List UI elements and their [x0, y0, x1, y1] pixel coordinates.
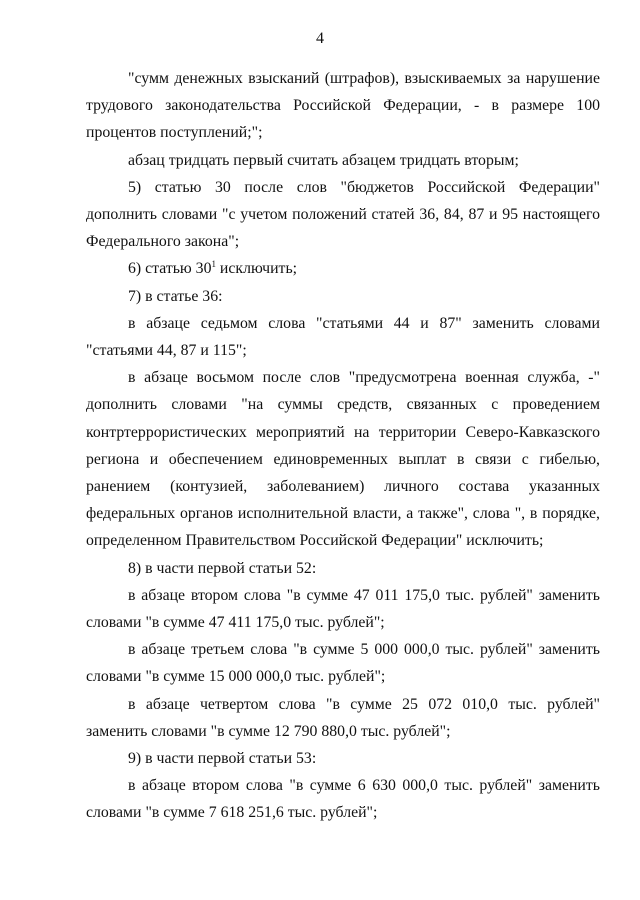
paragraph-item-5: 5) статью 30 после слов "бюджетов Российской Федерации" дополнить словами "с учетом положений статей 36, 84, 87 и 95 настоящего Федерального закона";	[86, 178, 600, 251]
paragraph-item-6	[86, 255, 600, 282]
paragraph-item-7-abzac-7: в абзаце седьмом слова "статьями 44 и 87" заменить словами "статьями 44, 87 и 115";	[86, 314, 600, 360]
paragraph-item-8-abzac-2: в абзаце втором слова "в сумме 47 011 175,0 тыс. рублей" заменить словами "в сумме 47 411 175,0 тыс. рублей";	[86, 586, 600, 632]
item-6-before: 6) статью 30	[128, 260, 212, 278]
paragraph-item-7-abzac-8: в абзаце восьмом после слов "предусмотрена военная служба, -" дополнить словами "на суммы средств, связанных с проведением контртеррористических мероприятий на территории Северо-Кавказского региона и обеспечением единовременных выплат в связи с гибелью, ранением (контузией, заболеванием) личного состава указанных федеральных органов исполнительной власти, а также", слова ", в порядке, определенном Правительством Российской Федерации" исключить;	[86, 369, 600, 550]
item-6-after: исключить;	[215, 260, 298, 278]
paragraph-item-8: 8) в части первой статьи 52:	[128, 559, 317, 577]
paragraph-item-8-abzac-4: в абзаце четвертом слова "в сумме 25 072 010,0 тыс. рублей" заменить словами "в сумме 12 790 880,0 тыс. рублей";	[86, 695, 600, 740]
page-number: 4	[316, 30, 324, 47]
paragraph-item-7: 7) в статье 36:	[128, 287, 223, 305]
paragraph-item-9: 9) в части первой статьи 53:	[128, 750, 317, 768]
paragraph-31st-abzac: абзац тридцать первый считать абзацем тридцать вторым;	[128, 151, 519, 169]
document-body	[86, 65, 600, 827]
paragraph-item-9-abzac-2: в абзаце втором слова "в сумме 6 630 000,0 тыс. рублей" заменить словами "в сумме 7 618 251,6 тыс. рублей";	[86, 777, 600, 822]
item-6-superscript: 1	[211, 259, 216, 270]
paragraph-item-8-abzac-3: в абзаце третьем слова "в сумме 5 000 000,0 тыс. рублей" заменить словами "в сумме 15 000 000,0 тыс. рублей";	[86, 641, 600, 686]
paragraph-fines-quote: "сумм денежных взысканий (штрафов), взыскиваемых за нарушение трудового законодательства Российской Федерации, - в размере 100 процентов поступлений;";	[86, 70, 600, 142]
